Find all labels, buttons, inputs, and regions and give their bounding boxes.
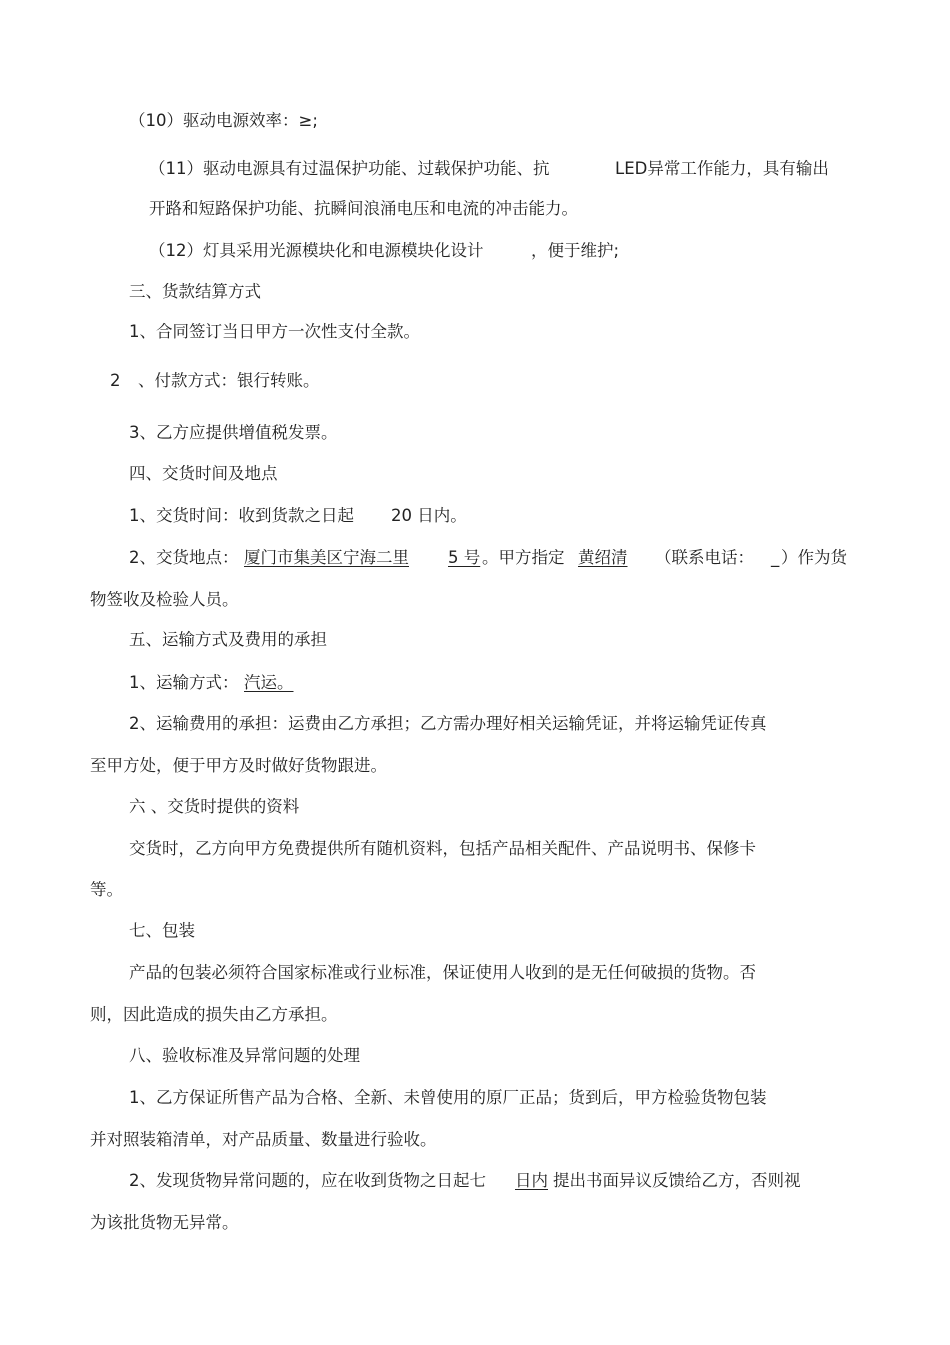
transport-method: 汽运。 — [244, 673, 294, 692]
clause-12-part2: ，便于维护; — [531, 241, 620, 260]
designated-text: 。甲方指定 — [482, 548, 565, 567]
section-4-item-1-part2: 20 日内。 — [391, 506, 467, 525]
objection-period: 日内 — [515, 1171, 548, 1190]
contact-phone-label: （联系电话： — [655, 548, 754, 567]
section-3-item-3: 3、乙方应提供增值税发票。 — [129, 423, 338, 442]
section-7-body-cont: 则，因此造成的损失由乙方承担。 — [90, 1005, 338, 1024]
section-7-heading: 七、包装 — [129, 921, 195, 940]
section-4-item-2-cont: 物签收及检验人员。 — [90, 590, 239, 609]
section-8-item-1: 1、乙方保证所售产品为合格、全新、未曾使用的原厂正品；货到后，甲方检验货物包装 — [129, 1088, 767, 1107]
section-3-item-2-number: 2 — [110, 371, 121, 390]
clause-12-part1: （12）灯具采用光源模块化和电源模块化设计 — [149, 241, 484, 260]
designated-person: 黄绍清 — [578, 548, 628, 567]
section-8-item-2-cont: 为该批货物无异常。 — [90, 1213, 239, 1232]
section-5-item-2: 2、运输费用的承担：运费由乙方承担；乙方需办理好相关运输凭证，并将运输凭证传真 — [129, 714, 767, 733]
section-5-item-2-cont: 至甲方处，便于甲方及时做好货物跟进。 — [90, 756, 387, 775]
phone-blank: _ — [771, 548, 780, 567]
section-7-body: 产品的包装必须符合国家标准或行业标准，保证使用人收到的是无任何破损的货物。否 — [129, 963, 756, 982]
section-6-heading: 六 、交货时提供的资料 — [129, 797, 300, 816]
section-8-item-2-part2: 提出书面异议反馈给乙方，否则视 — [553, 1171, 801, 1190]
delivery-address: 厦门市集美区宁海二里 — [244, 548, 409, 567]
clause-11-part1: （11）驱动电源具有过温保护功能、过载保护功能、抗 — [149, 159, 550, 178]
section-4-item-2-label: 2、交货地点： — [129, 548, 239, 567]
section-8-item-2-part1: 2、发现货物异常问题的，应在收到货物之日起七 — [129, 1171, 486, 1190]
section-5-item-1-label: 1、运输方式： — [129, 673, 239, 692]
section-8-item-1-cont: 并对照装箱清单，对产品质量、数量进行验收。 — [90, 1130, 437, 1149]
delivery-address-number: 5 号 — [448, 548, 481, 567]
clause-11-part2: LED异常工作能力，具有输出 — [615, 159, 829, 178]
section-3-item-2: 、付款方式：银行转账。 — [138, 371, 320, 390]
clause-11-cont: 开路和短路保护功能、抗瞬间浪涌电压和电流的冲击能力。 — [149, 199, 578, 218]
section-4-item-2-tail: ）作为货 — [781, 548, 847, 567]
section-8-heading: 八、验收标准及异常问题的处理 — [129, 1046, 360, 1065]
section-6-body: 交货时，乙方向甲方免费提供所有随机资料，包括产品相关配件、产品说明书、保修卡 — [129, 839, 756, 858]
section-3-item-1: 1、合同签订当日甲方一次性支付全款。 — [129, 322, 420, 341]
clause-10: （10）驱动电源效率：≥; — [129, 111, 318, 130]
section-4-item-1-part1: 1、交货时间：收到货款之日起 — [129, 506, 354, 525]
section-4-heading: 四、交货时间及地点 — [129, 464, 278, 483]
section-6-body-cont: 等。 — [90, 880, 123, 899]
section-5-heading: 五、运输方式及费用的承担 — [129, 630, 327, 649]
section-3-heading: 三、货款结算方式 — [129, 282, 261, 301]
